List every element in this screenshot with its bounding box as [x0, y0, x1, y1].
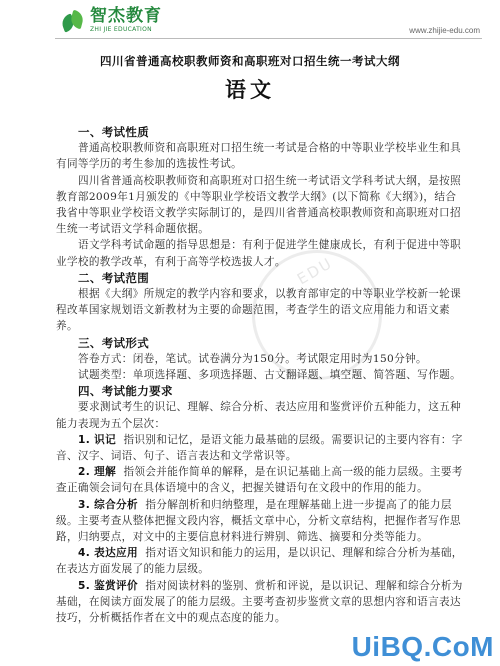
ability-text: 指对语文知识和能力的运用，是以识记、理解和综合分析为基础，在表达方面发展了的能力层级。: [56, 547, 463, 576]
page-header: [0, 0, 500, 40]
corner-watermark-logo[interactable]: UiBQ.CoM: [351, 631, 494, 662]
watermark-text: EDU: [294, 253, 336, 289]
brand-name-en: ZHI JIE EDUCATION: [90, 26, 152, 33]
ability-item: [56, 432, 466, 464]
paragraph: 根据《大纲》所规定的教学内容和要求，以教育部审定的中等职业学校新一轮课程改革国家规划语文新教材为主要的命题范围，考查学生的语文应用能力和语文素养。: [56, 288, 462, 333]
ability-item: [56, 578, 466, 627]
ability-text: 指分解剖析和归纳整理，是在理解基础上进一步提高了的能力层级。主要考查从整体把握文段内容，概括文章中心，分析文章结构，把握作者写作思路，归纳要点，对文中的主要信息材料进行辨别、筛选、摘要和分类等能力。: [56, 498, 461, 544]
paragraph: 答卷方式：闭卷，笔试。试卷满分为150分。考试限定用时为150分钟。: [78, 352, 427, 365]
ability-text: 指识别和记忆，是语文能力最基础的层级。需要识记的主要内容有：字音、汉字、词语、句子、语言表达和文学常识等。: [56, 433, 463, 463]
ability-term: 3. 综合分析: [78, 498, 138, 511]
ability-term: 2. 理解: [78, 466, 117, 479]
section-heading: 一、考试性质: [78, 125, 150, 139]
ability-term: 1. 识记: [78, 433, 117, 446]
site-url[interactable]: www.zhijie-edu.com: [409, 26, 480, 35]
paragraph: 普通高校职教师资和高职班对口招生统一考试是合格的中等职业学校毕业生和具有同等学历的考生参加的选拔性考试。: [56, 142, 462, 171]
section-heading: 三、考试形式: [78, 335, 150, 350]
paragraph: 语文学科考试命题的指导思想是：有利于促进学生健康成长，有利于促进中等职业学校的教学改革，有利于高等学校选拔人才。: [56, 239, 462, 268]
leaf-logo-icon: [60, 9, 86, 33]
subject-title: 语文: [225, 78, 275, 102]
ability-term: 5. 鉴赏评价: [78, 579, 138, 592]
section-heading: 二、考试范围: [78, 270, 150, 285]
ability-item: [56, 464, 466, 496]
ability-text: 指领会并能作简单的解释，是在识记基础上高一级的能力层级。主要考查正确领会词句在具体语境中的含义，把握关键语句在文段中的作用的能力。: [56, 466, 463, 495]
brand-logo[interactable]: [60, 8, 162, 33]
document-body: [56, 124, 466, 626]
ability-term: 4. 表达应用: [78, 547, 138, 560]
paragraph: 四川省普通高校职教师资和高职班对口招生统一考试语文学科考试大纲，是按照教育部2009年1月颁发的《中等职业学校语文教学大纲》(以下简称《大纲》)，结合我省中等职业学校语文教学实际制订的，是四川省普通高校职教师资和高职班对口招生统一考试语文学科命题依据。: [56, 174, 462, 236]
header-divider: [55, 38, 482, 39]
paragraph: 试题类型：单项选择题、多项选择题、古文翻译题、填空题、简答题、写作题。: [78, 369, 462, 382]
ability-text: 指对阅读材料的鉴别、赏析和评说，是以识记、理解和综合分析为基础，在阅读方面发展了的能力层级。主要考查初步鉴赏文章的思想内容和语言表达技巧，分析概括作者在文中的观点态度的能力。: [56, 579, 463, 625]
paragraph: 要求测试考生的识记、理解、综合分析、表达应用和鉴赏评价五种能力，这五种能力表现为五个层次：: [56, 401, 462, 430]
ability-item: [56, 545, 466, 577]
ability-item: [56, 497, 466, 546]
brand-name: 智杰教育: [90, 6, 162, 26]
section-heading: 四、考试能力要求: [78, 384, 173, 399]
document-title: 四川省普通高校职教师资和高职班对口招生统一考试大纲: [100, 54, 400, 68]
